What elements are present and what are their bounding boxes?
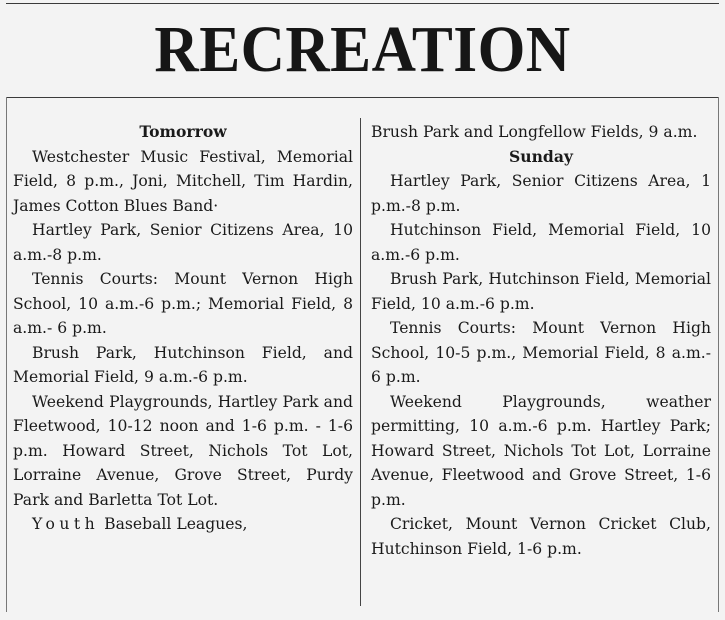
left-column [13,120,353,537]
left-border [6,97,7,612]
subhead-sunday: Sunday [508,146,573,166]
listing-weekend-playgrounds: Weekend Playgrounds, Hartley Park and Fleetwood, 10-12 noon and 1-6 p.m. - 1-6 p.m. Howard Street, Nichols Tot Lot, Lorraine Avenue, Grove Street, Purdy Park and Barletta Tot Lot. [13,392,353,509]
listing-music-festival: Westchester Music Festival, Memorial Field, 8 p.m., Joni, Mitchell, Tim Hardin, James Cotton Blues Band· [13,147,353,215]
listing-hartley-park-sunday: Hartley Park, Senior Citizens Area, 1 p.m.-8 p.m. [371,172,711,215]
column-divider [360,118,361,606]
headline: RECREATION [154,13,571,86]
top-rule [6,3,719,4]
right-column [371,120,711,561]
listing-brush-park: Brush Park, Hutchinson Field, and Memorial Field, 9 a.m.-6 p.m. [13,343,353,386]
headline-underline-rule [6,97,719,98]
listing-weekend-playgrounds-sunday: Weekend Playgrounds, weather permitting, 10 a.m.-6 p.m. Hartley Park; Howard Street, Nichols Tot Lot, Lorraine Avenue, Fleetwood and Grove Street, 1-6 p.m. [371,392,711,509]
baseball-leagues-text: Baseball Leagues, [104,515,248,533]
youth-word: Youth [32,515,100,533]
listing-cricket: Cricket, Mount Vernon Cricket Club, Hutchinson Field, 1-6 p.m. [371,515,711,558]
listing-hartley-park: Hartley Park, Senior Citizens Area, 10 a.m.-8 p.m. [13,221,353,264]
listing-youth-baseball [13,512,353,537]
listing-brush-park-sunday: Brush Park, Hutchinson Field, Memorial Field, 10 a.m.-6 p.m. [371,270,711,313]
listing-brush-longfellow: Brush Park and Longfellow Fields, 9 a.m. [371,123,698,141]
subhead-tomorrow: Tomorrow [139,122,227,141]
right-border [718,97,719,612]
listing-hutchinson-field: Hutchinson Field, Memorial Field, 10 a.m.-6 p.m. [371,221,711,264]
listing-tennis-courts: Tennis Courts: Mount Vernon High School, 10 a.m.-6 p.m.; Memorial Field, 8 a.m.- 6 p.m. [13,270,353,337]
listing-tennis-courts-sunday: Tennis Courts: Mount Vernon High School, 10-5 p.m., Memorial Field, 8 a.m.- 6 p.m. [371,319,711,386]
